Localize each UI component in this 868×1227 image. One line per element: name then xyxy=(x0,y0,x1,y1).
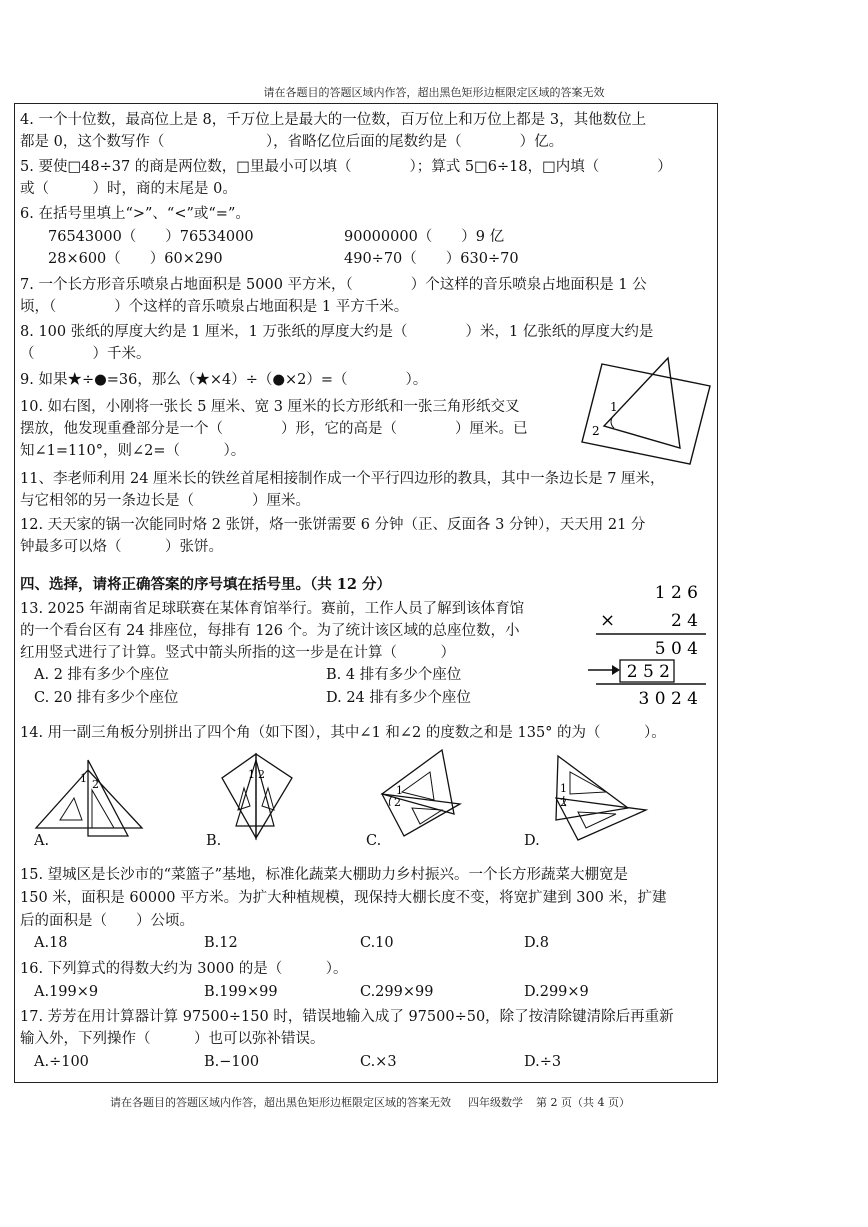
q14-a-label-1: 1 xyxy=(80,772,87,785)
calc-times-sign: × xyxy=(600,610,616,631)
q14-c-label-2: 2 xyxy=(394,796,401,809)
q10-label-1: 1 xyxy=(610,400,618,414)
q5-line1: 5. 要使□48÷37 的商是两位数，□里最小可以填（ ）；算式 5□6÷18，□内填（ ） xyxy=(20,159,672,175)
q10-line1: 10. 如右图，小刚将一张长 5 厘米、宽 3 厘米的长方形纸和一张三角形纸交叉 xyxy=(20,399,520,415)
q14-option-b: B. xyxy=(206,833,222,849)
q13-line1: 13. 2025 年湖南省足球联赛在某体育馆举行。赛前，工作人员了解到该体育馆 xyxy=(20,601,525,617)
calc-result: 3 0 2 4 xyxy=(638,689,698,709)
q13-option-a: A. 2 排有多少个座位 xyxy=(34,667,170,683)
q15-option-c: C.10 xyxy=(360,935,394,951)
q16-option-d: D.299×9 xyxy=(524,984,589,1000)
q14-b-label-1: 1 xyxy=(248,768,255,781)
calc-partial-2: 2 5 2 xyxy=(626,662,670,682)
q12-line1: 12. 天天家的锅一次能同时烙 2 张饼，烙一张饼需要 6 分钟（正、反面各 3 分钟），天天用 21 分 xyxy=(20,517,646,533)
q13-option-d: D. 24 排有多少个座位 xyxy=(326,690,471,706)
q4-line1: 4. 一个十位数，最高位上是 8，千万位上是最大的一位数，百万位上和万位上都是 3，其他数位上 xyxy=(20,112,647,128)
q11-line2: 与它相邻的另一条边长是（ ）厘米。 xyxy=(20,493,310,509)
q15-option-a: A.18 xyxy=(34,935,68,951)
q13-vertical-calc xyxy=(588,576,714,712)
q17-option-c: C.×3 xyxy=(360,1054,397,1070)
q6-item-3: 28×600（ ）60×290 xyxy=(48,251,223,267)
q15-line3: 后的面积是（ ）公顷。 xyxy=(20,913,194,929)
q14-option-a: A. xyxy=(34,833,50,849)
q17-option-b: B.−100 xyxy=(204,1054,260,1070)
q14-figure-d xyxy=(556,756,646,840)
footer-page-number: 第 2 页（共 4 页） xyxy=(536,1096,630,1109)
q6-item-4: 490÷70（ ）630÷70 xyxy=(344,251,519,267)
q8-line2: （ ）千米。 xyxy=(20,346,151,362)
q14-c-label-1: 1 xyxy=(396,784,403,797)
q13-option-b: B. 4 排有多少个座位 xyxy=(326,667,462,683)
q6-item-1: 76543000（ ）76534000 xyxy=(48,229,254,245)
q14-a-label-2: 2 xyxy=(92,778,99,791)
q10-label-2: 2 xyxy=(592,424,600,438)
q4-line2: 都是 0，这个数写作（ ），省略亿位后面的尾数约是（ ）亿。 xyxy=(20,134,564,150)
calc-partial-1: 5 0 4 xyxy=(654,639,698,659)
q14-figure-a xyxy=(36,760,142,836)
q9-line1: 9. 如果★÷●=36，那么（★×4）÷（●×2）=（ ）。 xyxy=(20,372,428,388)
q10-rectangle xyxy=(582,364,710,464)
calc-arrow-head xyxy=(612,665,620,675)
q7-line1: 7. 一个长方形音乐喷泉占地面积是 5000 平方米，（ ）个这样的音乐喷泉占地面积是 1 公 xyxy=(20,277,647,293)
q10-figure xyxy=(580,356,712,474)
section4-title: 四、选择，请将正确答案的序号填在括号里。（共 12 分） xyxy=(20,576,392,593)
q15-line2: 150 米，面积是 60000 平方米。为扩大种植规模，现保持大棚长度不变，将宽扩建到 300 米，扩建 xyxy=(20,890,667,906)
q16-option-a: A.199×9 xyxy=(34,984,99,1000)
q15-option-d: D.8 xyxy=(524,935,549,951)
q14-figures xyxy=(30,748,670,854)
q17-option-a: A.÷100 xyxy=(34,1054,89,1070)
q14-b-label-2: 2 xyxy=(258,768,265,781)
q16-option-c: C.299×99 xyxy=(360,984,434,1000)
q11-line1: 11、李老师利用 24 厘米长的铁丝首尾相接制作成一个平行四边形的教具，其中一条边长是 7 厘米， xyxy=(20,471,665,487)
q13-line2: 的一个看台区有 24 排座位，每排有 126 个。为了统计该区域的总座位数，小 xyxy=(20,623,520,639)
q13-line3: 红用竖式进行了计算。竖式中箭头所指的这一步是在计算（ ） xyxy=(20,645,455,661)
q8-line1: 8. 100 张纸的厚度大约是 1 厘米，1 万张纸的厚度大约是（ ）米，1 亿张纸的厚度大约是 xyxy=(20,324,654,340)
q6-item-2: 90000000（ ）9 亿 xyxy=(344,229,505,245)
q14-option-c: C. xyxy=(366,833,382,849)
calc-multiplicand: 1 2 6 xyxy=(654,583,698,603)
q14-line1: 14. 用一副三角板分别拼出了四个角（如下图），其中∠1 和∠2 的度数之和是 135° 的为（ ）。 xyxy=(20,725,666,741)
q6-title: 6. 在括号里填上“>”、“<”或“=”。 xyxy=(20,206,250,222)
q15-line1: 15. 望城区是长沙市的“菜篮子”基地，标准化蔬菜大棚助力乡村振兴。一个长方形蔬菜大棚宽是 xyxy=(20,867,628,883)
q14-d-label-2: 2 xyxy=(560,796,567,809)
q14-figure-c xyxy=(382,750,460,836)
q14-d-label-1: 1 xyxy=(560,782,567,795)
q7-line2: 顷，（ ）个这样的音乐喷泉占地面积是 1 平方千米。 xyxy=(20,299,409,315)
q10-angle-arc xyxy=(611,418,614,428)
footer xyxy=(110,1094,630,1110)
q15-option-b: B.12 xyxy=(204,935,238,951)
footer-notice: 请在各题目的答题区域内作答，超出黑色矩形边框限定区域的答案无效 xyxy=(110,1096,451,1109)
q17-line1: 17. 芳芳在用计算器计算 97500÷150 时，错误地输入成了 97500÷50，除了按清除键清除后再重新 xyxy=(20,1009,674,1025)
q13-option-c: C. 20 排有多少个座位 xyxy=(34,690,179,706)
q14-option-d: D. xyxy=(524,833,540,849)
q5-line2: 或（ ）时，商的末尾是 0。 xyxy=(20,181,237,197)
q10-line3: 知∠1=110°，则∠2=（ ）。 xyxy=(20,443,246,459)
q12-line2: 钟最多可以烙（ ）张饼。 xyxy=(20,539,223,555)
header-notice: 请在各题目的答题区域内作答，超出黑色矩形边框限定区域的答案无效 xyxy=(263,86,605,99)
calc-multiplier: 2 4 xyxy=(670,611,698,631)
q17-line2: 输入外，下列操作（ ）也可以弥补错误。 xyxy=(20,1031,325,1047)
q10-line2: 摆放，他发现重叠部分是一个（ ）形，它的高是（ ）厘米。已 xyxy=(20,421,528,437)
footer-subject: 四年级数学 xyxy=(468,1096,523,1109)
q17-option-d: D.÷3 xyxy=(524,1054,562,1070)
q16-option-b: B.199×99 xyxy=(204,984,278,1000)
q14-figure-b xyxy=(222,754,292,838)
q16-line1: 16. 下列算式的得数大约为 3000 的是（ ）。 xyxy=(20,961,348,977)
